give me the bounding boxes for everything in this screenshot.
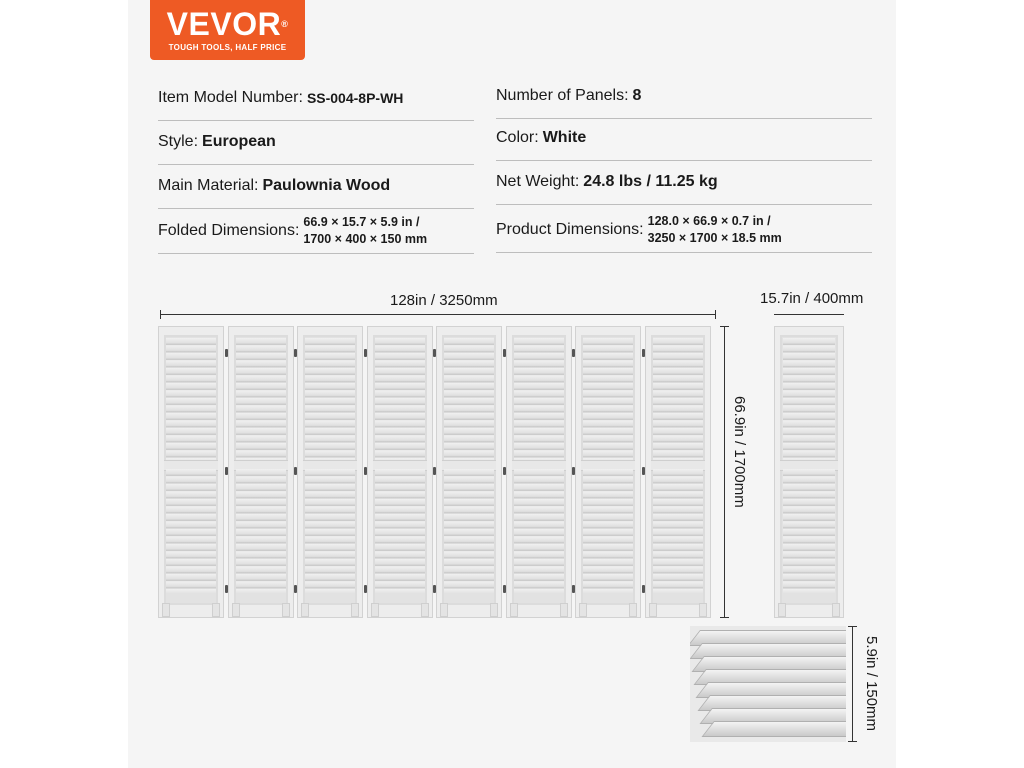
divider-panel bbox=[228, 326, 294, 618]
panel-legs bbox=[775, 605, 843, 617]
dimension-tick bbox=[720, 326, 729, 327]
hinge bbox=[503, 585, 506, 593]
louver-slats bbox=[375, 338, 425, 460]
hinge bbox=[364, 585, 367, 593]
spec-label: Folded Dimensions: bbox=[158, 222, 300, 239]
divider-panel bbox=[297, 326, 363, 618]
louver-slats bbox=[305, 469, 355, 593]
divider-panel bbox=[436, 326, 502, 618]
hinge bbox=[572, 349, 575, 357]
spec-value: Paulownia Wood bbox=[262, 177, 391, 194]
panel-width-dimension-line bbox=[774, 314, 844, 315]
hinge bbox=[433, 585, 436, 593]
spec-value: 24.8 lbs / 11.25 kg bbox=[583, 173, 718, 190]
width-dimension-label: 128in / 3250mm bbox=[390, 292, 498, 309]
brand-tagline: TOUGH TOOLS, HALF PRICE bbox=[168, 43, 287, 52]
spec-value bbox=[303, 214, 427, 248]
louver-slats bbox=[375, 469, 425, 593]
spec-value-line1: 128.0 × 66.9 × 0.7 in / bbox=[647, 214, 771, 228]
louver-slats bbox=[236, 338, 286, 460]
divider-panel bbox=[575, 326, 641, 618]
spec-value-line2: 3250 × 1700 × 18.5 mm bbox=[647, 231, 782, 245]
single-panel-view bbox=[774, 326, 844, 618]
dimension-tick bbox=[848, 741, 857, 742]
dimension-tick bbox=[715, 310, 716, 319]
spec-value-line2: 1700 × 400 × 150 mm bbox=[303, 232, 428, 246]
hinge bbox=[503, 349, 506, 357]
louver-slats bbox=[444, 338, 494, 460]
hinge bbox=[433, 467, 436, 475]
hinge bbox=[225, 349, 228, 357]
divider-panel bbox=[158, 326, 224, 618]
spec-label: Net Weight: bbox=[496, 173, 580, 190]
panel-legs bbox=[576, 605, 640, 617]
spec-label: Main Material: bbox=[158, 177, 259, 194]
hinge bbox=[642, 349, 645, 357]
louver-slats bbox=[653, 469, 703, 593]
height-dimension-label: 66.9in / 1700mm bbox=[731, 396, 748, 508]
thickness-dimension-label: 5.9in / 150mm bbox=[863, 636, 880, 732]
hinge bbox=[364, 349, 367, 357]
hinge bbox=[572, 467, 575, 475]
louver-slats bbox=[653, 338, 703, 460]
brand-name: VEVOR bbox=[166, 6, 282, 42]
panel-width-dimension-label: 15.7in / 400mm bbox=[760, 290, 864, 307]
spec-row-product bbox=[496, 208, 872, 253]
divider-panel bbox=[506, 326, 572, 618]
height-dimension-line bbox=[724, 326, 725, 618]
dimension-tick bbox=[720, 617, 729, 618]
louver-slats bbox=[166, 338, 216, 460]
spec-label: Color: bbox=[496, 129, 539, 146]
louver-slats bbox=[514, 469, 564, 593]
spec-label: Number of Panels: bbox=[496, 87, 629, 104]
hinge bbox=[642, 585, 645, 593]
spec-value: SS-004-8P-WH bbox=[306, 90, 404, 106]
hinge bbox=[294, 585, 297, 593]
spec-value-line1: 66.9 × 15.7 × 5.9 in / bbox=[303, 215, 420, 229]
louver-slats bbox=[305, 338, 355, 460]
dimension-tick bbox=[848, 626, 857, 627]
divider-panel bbox=[645, 326, 711, 618]
spec-row-model bbox=[158, 76, 474, 121]
divider-panel bbox=[367, 326, 433, 618]
hinge bbox=[572, 585, 575, 593]
panel-legs bbox=[368, 605, 432, 617]
panel-legs bbox=[159, 605, 223, 617]
hinge bbox=[433, 349, 436, 357]
vevor-logo bbox=[150, 0, 305, 60]
spec-value: European bbox=[202, 133, 276, 150]
louver-slats bbox=[166, 469, 216, 593]
louver-slats bbox=[444, 469, 494, 593]
panel-legs bbox=[229, 605, 293, 617]
spec-label: Style: bbox=[158, 133, 199, 150]
spec-value: White bbox=[542, 129, 587, 146]
dimension-tick bbox=[160, 310, 161, 319]
spec-value: 8 bbox=[632, 87, 642, 104]
registered-mark: ® bbox=[281, 19, 289, 29]
spec-row-color bbox=[496, 116, 872, 161]
thickness-dimension-line bbox=[852, 626, 853, 742]
panel-legs bbox=[646, 605, 710, 617]
panel-legs bbox=[507, 605, 571, 617]
spec-label: Product Dimensions: bbox=[496, 221, 644, 238]
spec-row-style bbox=[158, 120, 474, 165]
hinge bbox=[294, 467, 297, 475]
panel-legs bbox=[298, 605, 362, 617]
room-divider-unfolded bbox=[158, 326, 716, 618]
louver-slats bbox=[514, 338, 564, 460]
hinge bbox=[294, 349, 297, 357]
spec-row-panels bbox=[496, 74, 872, 119]
louver-slats bbox=[236, 469, 286, 593]
louver-slats bbox=[583, 469, 633, 593]
louver-slats bbox=[783, 338, 835, 460]
hinge bbox=[503, 467, 506, 475]
spec-row-material bbox=[158, 164, 474, 209]
width-dimension-line bbox=[160, 314, 716, 315]
louver-slats bbox=[583, 338, 633, 460]
hinge bbox=[642, 467, 645, 475]
hinge bbox=[364, 467, 367, 475]
folded-panels-view bbox=[690, 626, 846, 742]
hinge bbox=[225, 585, 228, 593]
spec-row-weight bbox=[496, 160, 872, 205]
spec-label: Item Model Number: bbox=[158, 89, 303, 106]
spec-row-folded bbox=[158, 209, 474, 254]
panel-legs bbox=[437, 605, 501, 617]
louver-slats bbox=[783, 469, 835, 593]
folded-board bbox=[701, 721, 846, 737]
hinge bbox=[225, 467, 228, 475]
spec-value bbox=[648, 213, 782, 247]
